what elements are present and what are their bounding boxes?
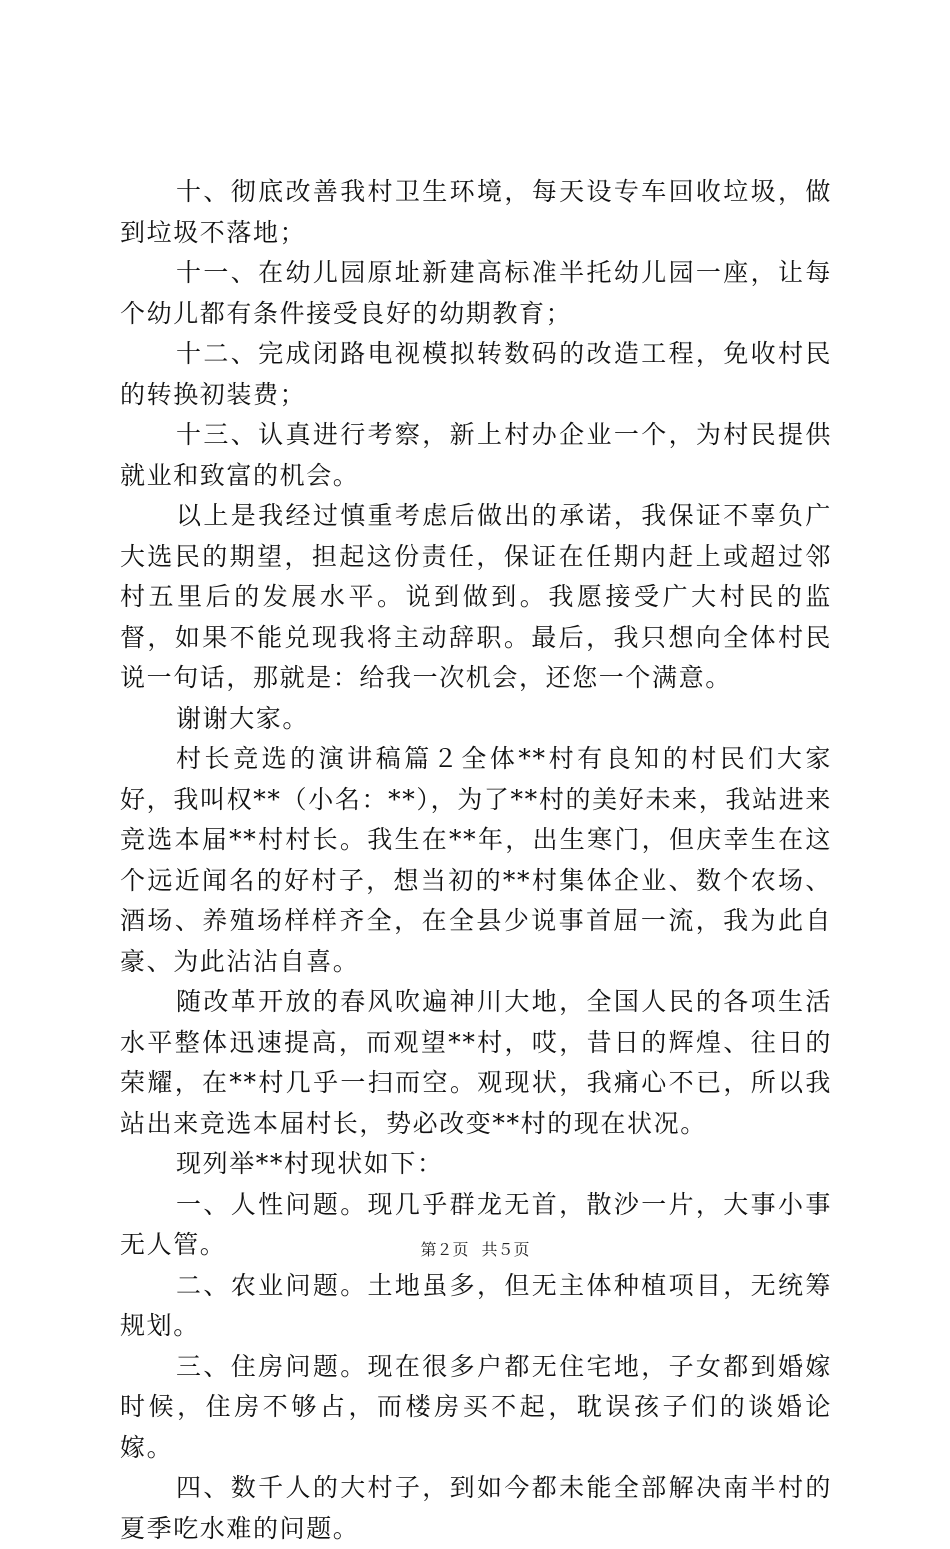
paragraph-issue-1: 一、人性问题。现几乎群龙无首，散沙一片，大事小事无人管。 <box>120 1189 832 1259</box>
paragraph-item-12: 十二、完成闭路电视模拟转数码的改造工程，免收村民的转换初装费； <box>120 339 832 409</box>
paragraph-issue-2: 二、农业问题。土地虽多，但无主体种植项目，无统筹规划。 <box>120 1270 832 1340</box>
paragraph-commitment: 以上是我经过慎重考虑后做出的承诺，我保证不辜负广大选民的期望，担起这份责任，保证在任期内赶上或超过邻村五里后的发展水平。说到做到。我愿接受广大村民的监督，如果不能兑现我将主动辞职。最后，我只想向全体村民说一句话，那就是：给我一次机会，还您一个满意。 <box>120 501 832 692</box>
paragraph-item-13: 十三、认真进行考察，新上村办企业一个，为村民提供就业和致富的机会。 <box>120 420 832 490</box>
paragraph-item-11: 十一、在幼儿园原址新建高标准半托幼儿园一座，让每个幼儿都有条件接受良好的幼期教育； <box>120 258 832 328</box>
page-number: 第２页 <box>420 1240 469 1259</box>
page-footer <box>0 1240 950 1260</box>
document-body <box>120 172 832 1549</box>
page-total: 共５页 <box>481 1240 530 1259</box>
paragraph-item-10: 十、彻底改善我村卫生环境，每天设专车回收垃圾，做到垃圾不落地； <box>120 177 832 247</box>
paragraph-thanks: 谢谢大家。 <box>176 703 310 733</box>
paragraph-issue-4: 四、数千人的大村子，到如今都未能全部解决南半村的夏季吃水难的问题。 <box>120 1473 832 1543</box>
paragraph-issue-3: 三、住房问题。现在很多户都无住宅地，子女都到婚嫁时候，住房不够占，而楼房买不起，耽误孩子们的谈婚论嫁。 <box>120 1351 832 1462</box>
paragraph-speech-2-intro: 村长竞选的演讲稿篇２全体**村有良知的村民们大家好，我叫权**（小名：**），为了**村的美好未来，我站进来竞选本届**村村长。我生在**年，出生寒门，但庆幸生在这个远近闻名的好村子，想当初的**村集体企业、数个农场、酒场、养殖场样样齐全，在全县少说事首屈一流，我为此自豪、为此沾沾自喜。 <box>120 744 832 976</box>
paragraph-status-heading: 现列举**村现状如下： <box>176 1149 444 1178</box>
paragraph-reform: 随改革开放的春风吹遍神川大地，全国人民的各项生活水平整体迅速提高，而观望**村，哎，昔日的辉煌、往日的荣耀，在**村几乎一扫而空。观现状，我痛心不已，所以我站出来竞选本届村长，势必改变**村的现在状况。 <box>120 987 832 1138</box>
